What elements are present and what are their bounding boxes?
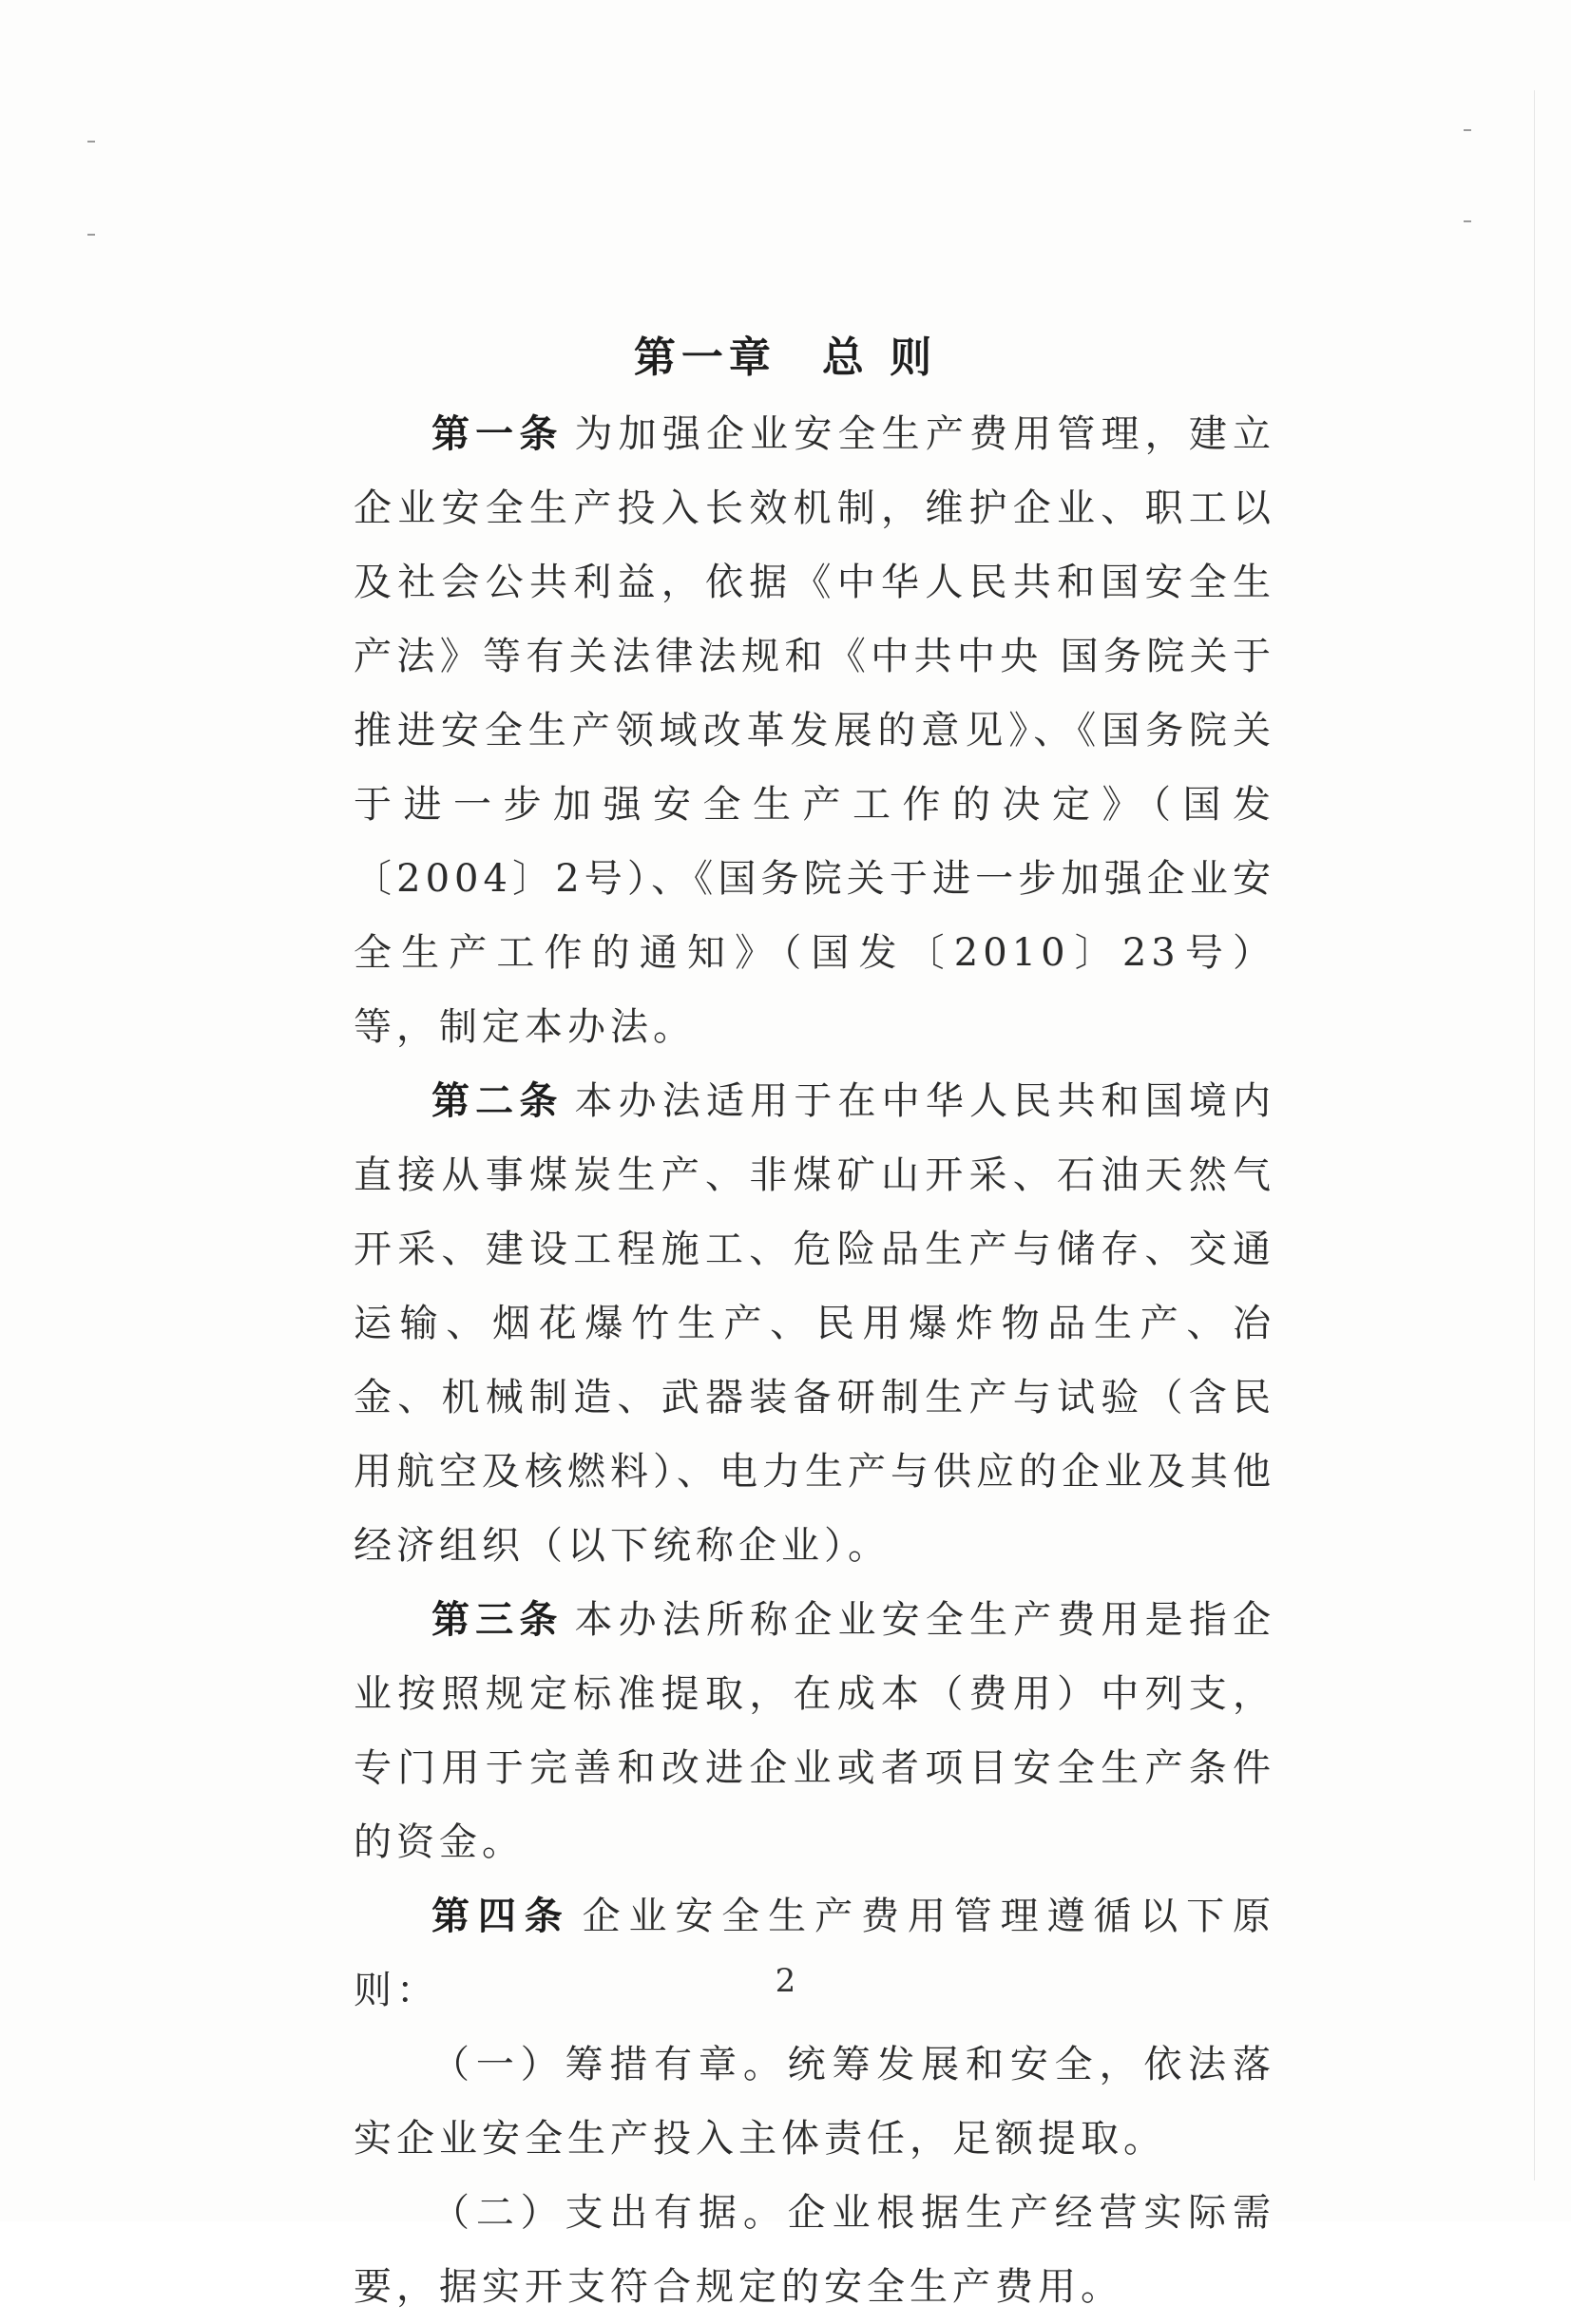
item-text: （二）支出有据。企业根据生产经营实际需要，据实开支符合规定的安全生产费用。	[354, 2191, 1275, 2309]
paragraph-article-2	[354, 1064, 1275, 1583]
paragraph-article-4	[354, 1879, 1275, 2028]
chapter-title: 总 则	[821, 333, 938, 382]
scan-edge-line	[1534, 90, 1535, 2181]
article-label: 第一条	[431, 411, 564, 456]
article-label: 第三条	[431, 1597, 564, 1642]
scan-mark	[87, 234, 95, 236]
scan-mark	[1464, 129, 1471, 131]
chapter-heading	[0, 323, 1571, 384]
page-number: 2	[775, 1962, 796, 2000]
article-text: 企业安全生产费用管理遵循以下原则：	[354, 1895, 1276, 2012]
article-label: 第二条	[431, 1078, 564, 1123]
article-text: 为加强企业安全生产费用管理，建立企业安全生产投入长效机制，维护企业、职工以及社会公共利益，依据《中华人民共和国安全生产法》等有关法律法规和《中共中央 国务院关于推进安全生产领域改革发展的意见》、《国务院关于进一步加强安全生产工作的决定》（国发〔2004〕2号）、《国务院关于进一步加强企业安全生产工作的通知》（国发〔2010〕23号）等，制定本办法。	[354, 412, 1275, 1049]
document-body	[354, 397, 1275, 2324]
article-text: 本办法适用于在中华人民共和国境内直接从事煤炭生产、非煤矿山开采、石油天然气开采、建设工程施工、危险品生产与储存、交通运输、烟花爆竹生产、民用爆炸物品生产、冶金、机械制造、武器装备研制生产与试验（含民用航空及核燃料）、电力生产与供应的企业及其他经济组织（以下统称企业）。	[354, 1079, 1275, 1568]
scan-mark	[1464, 220, 1471, 222]
scan-mark	[87, 141, 95, 143]
paragraph-article-3	[354, 1583, 1275, 1879]
paragraph-item-1	[354, 2028, 1275, 2176]
article-label: 第四条	[431, 1894, 571, 1938]
chapter-number: 第一章	[633, 333, 776, 382]
paragraph-item-2	[354, 2176, 1275, 2324]
article-text: 本办法所称企业安全生产费用是指企业按照规定标准提取，在成本（费用）中列支，专门用于完善和改进企业或者项目安全生产条件的资金。	[354, 1598, 1275, 1864]
paragraph-article-1	[354, 397, 1275, 1064]
item-text: （一）筹措有章。统筹发展和安全，依法落实企业安全生产投入主体责任，足额提取。	[354, 2043, 1275, 2161]
